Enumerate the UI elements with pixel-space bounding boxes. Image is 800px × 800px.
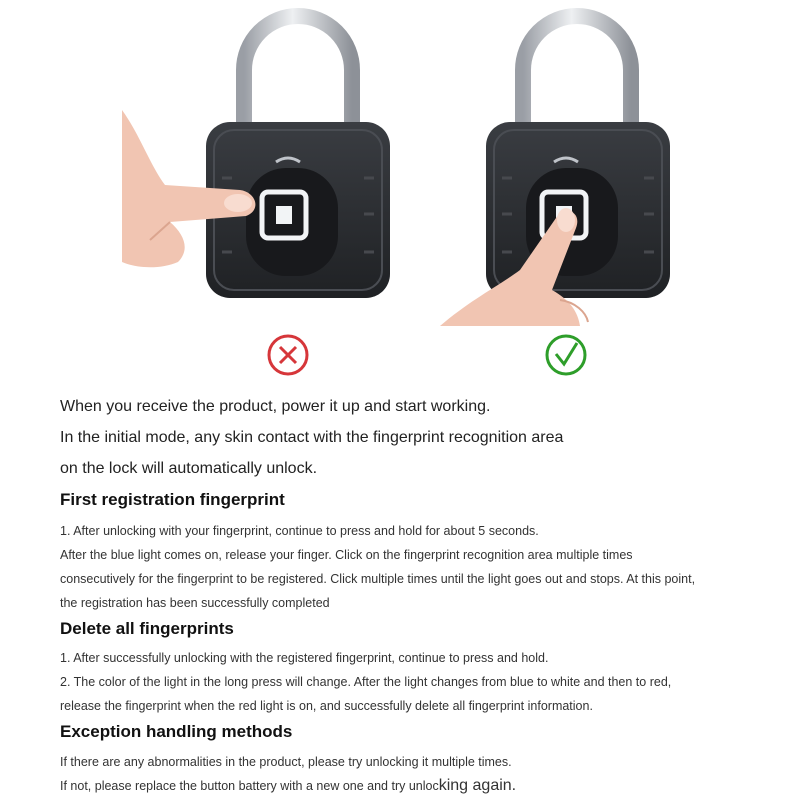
intro-line: When you receive the product, power it up and start working.: [60, 398, 491, 415]
section-body-delete-fingerprints: [60, 646, 780, 718]
section-body-exception-handling: [60, 750, 780, 798]
body-line-start: If not, please replace the button battery with a new one and try unloc: [60, 779, 439, 793]
correct-mark-icon: [547, 336, 585, 374]
section-title-exception-handling: Exception handling methods: [60, 722, 293, 741]
body-line: 1. After successfully unlocking with the registered fingerprint, continue to press and hold.: [60, 651, 549, 665]
section-title-delete-fingerprints: Delete all fingerprints: [60, 619, 234, 638]
section-title-first-registration: First registration fingerprint: [60, 490, 285, 509]
padlock-left: [206, 16, 390, 298]
intro-paragraph: [60, 391, 780, 484]
body-line: 1. After unlocking with your fingerprint, continue to press and hold for about 5 seconds.: [60, 524, 539, 538]
body-line: If there are any abnormalities in the product, please try unlocking it multiple times.: [60, 755, 512, 769]
body-line: 2. The color of the light in the long press will change. After the light changes from blue to white and then to red,: [60, 675, 672, 689]
body-line: consecutively for the fingerprint to be registered. Click multiple times until the light goes out and stops. At this point,: [60, 572, 696, 586]
body-line: the registration has been successfully completed: [60, 596, 330, 610]
body-line-end: king again.: [438, 777, 517, 794]
intro-line: In the initial mode, any skin contact with the fingerprint recognition area: [60, 429, 564, 446]
body-line: release the fingerprint when the red light is on, and successfully delete all fingerprint information.: [60, 699, 593, 713]
intro-line: on the lock will automatically unlock.: [60, 460, 318, 477]
body-line: [60, 774, 780, 798]
padlock-right: [486, 16, 670, 298]
padlock-comparison-illustration: [0, 0, 800, 390]
section-body-first-registration: [60, 519, 780, 615]
wrong-mark-icon: [269, 336, 307, 374]
body-line: After the blue light comes on, release your finger. Click on the fingerprint recognition area multiple times: [60, 548, 633, 562]
